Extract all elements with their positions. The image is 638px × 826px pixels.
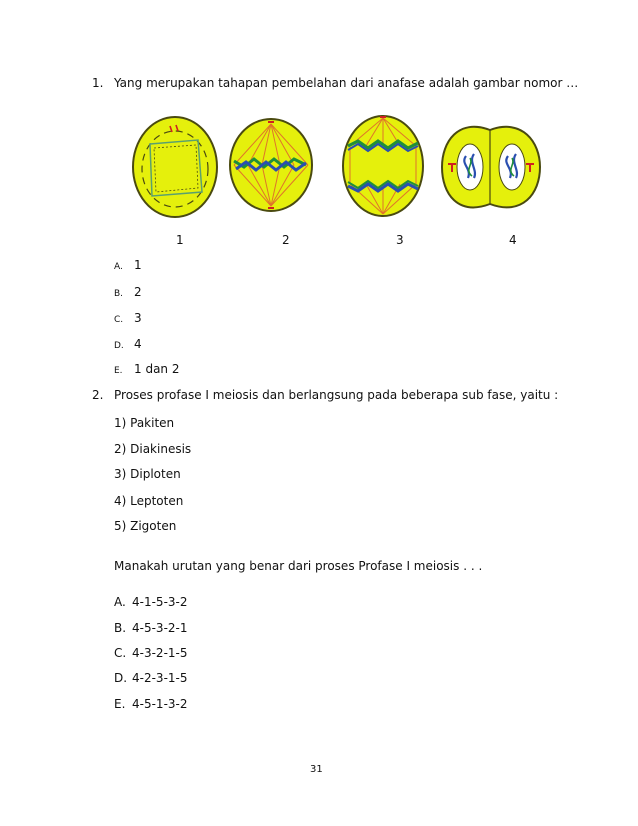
figure-label-1: 1 (176, 233, 184, 247)
q1-option-a (114, 258, 142, 272)
page-number: 31 (310, 764, 323, 775)
cell-division-figure (128, 112, 548, 222)
q1-option-b (114, 285, 142, 299)
option-letter: E. (114, 697, 126, 711)
option-letter: A. (114, 262, 123, 272)
cell-2-illustration (230, 119, 312, 211)
question-1-number: 1. (92, 76, 104, 90)
stage-item: 2) Diakinesis (114, 442, 192, 456)
option-text: 4-5-1-3-2 (132, 697, 188, 711)
option-letter: E. (114, 366, 123, 376)
option-letter: C. (114, 646, 127, 660)
stage-item: 4) Leptoten (114, 494, 184, 508)
figure-label-4: 4 (509, 233, 517, 247)
cell-4-illustration (442, 127, 540, 208)
q2-option-b (114, 621, 188, 635)
q1-option-c (114, 311, 142, 325)
cell-3-illustration (343, 116, 423, 216)
question-2-number: 2. (92, 388, 104, 402)
stage-item: 5) Zigoten (114, 519, 177, 533)
stage-item: 3) Diploten (114, 467, 181, 481)
option-letter: D. (114, 671, 128, 685)
q2-option-e (114, 697, 188, 711)
option-letter: A. (114, 595, 126, 609)
option-text: 4-1-5-3-2 (132, 595, 188, 609)
figure-label-3: 3 (396, 233, 404, 247)
cell-1-illustration (133, 117, 217, 217)
option-letter: C. (114, 315, 124, 325)
option-text: 4 (134, 337, 142, 351)
figure-label-2: 2 (282, 233, 290, 247)
option-letter: B. (114, 621, 127, 635)
q1-option-d (114, 337, 142, 351)
option-text: 2 (134, 285, 142, 299)
option-text: 4-2-3-1-5 (132, 671, 188, 685)
option-letter: D. (114, 341, 124, 351)
question-2-text: Proses profase I meiosis dan berlangsung pada beberapa sub fase, yaitu : (114, 388, 559, 402)
option-text: 1 dan 2 (134, 362, 180, 376)
option-text: 1 (134, 258, 142, 272)
question-1-text: Yang merupakan tahapan pembelahan dari anafase adalah gambar nomor … (114, 76, 579, 90)
stage-item: 1) Pakiten (114, 416, 175, 430)
option-text: 3 (134, 311, 142, 325)
q2-option-d (114, 671, 188, 685)
question-2 (92, 388, 558, 402)
q2-option-c (114, 646, 188, 660)
option-text: 4-3-2-1-5 (132, 646, 188, 660)
option-text: 4-5-3-2-1 (132, 621, 188, 635)
question-2-prompt: Manakah urutan yang benar dari proses Profase I meiosis . . . (114, 559, 483, 573)
question-1 (92, 76, 578, 90)
q2-option-a (114, 595, 188, 609)
option-letter: B. (114, 289, 124, 299)
q1-option-e (114, 362, 179, 376)
